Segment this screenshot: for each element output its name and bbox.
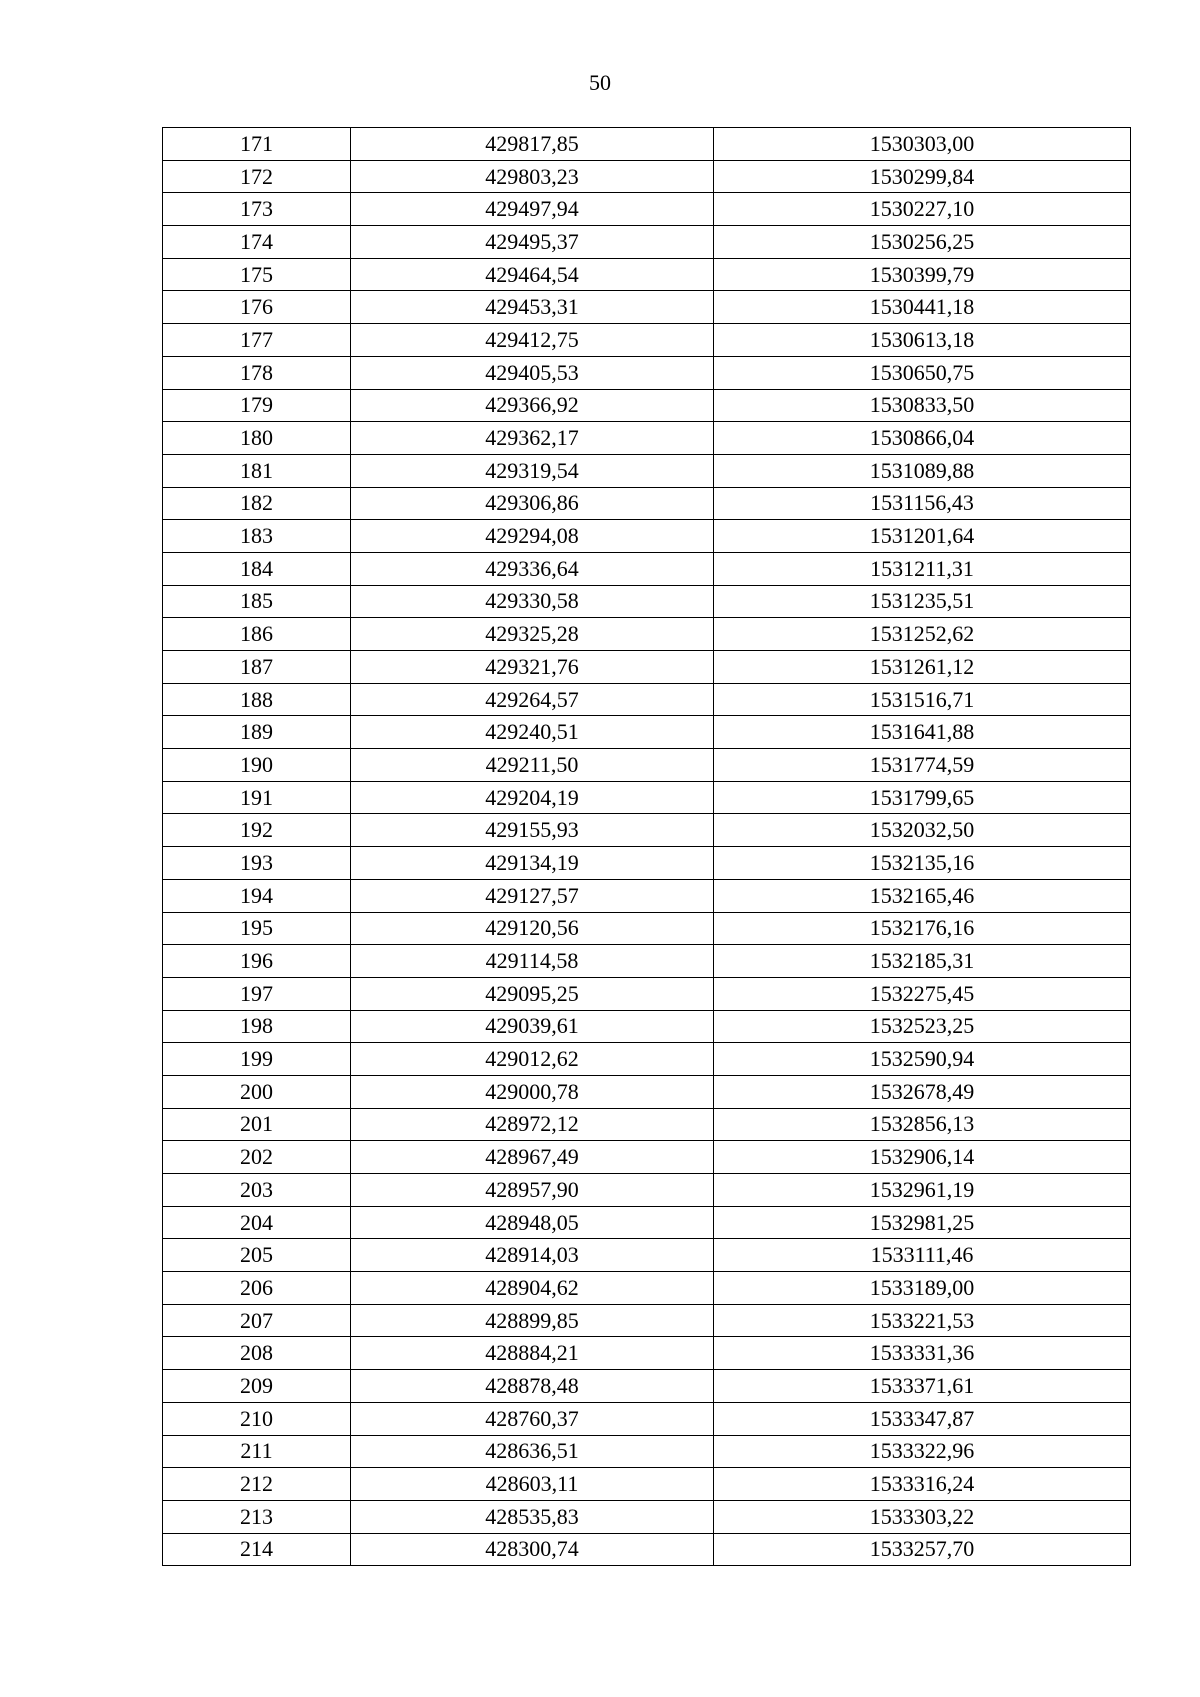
x-coordinate-cell: 429325,28 — [351, 618, 714, 651]
point-number-cell: 192 — [163, 814, 351, 847]
x-coordinate-cell: 429817,85 — [351, 128, 714, 161]
x-coordinate-cell: 429464,54 — [351, 258, 714, 291]
table-row — [163, 356, 1131, 389]
x-coordinate-cell: 429495,37 — [351, 226, 714, 259]
table-row — [163, 781, 1131, 814]
y-coordinate-cell: 1533322,96 — [714, 1435, 1131, 1468]
point-number-cell: 172 — [163, 160, 351, 193]
x-coordinate-cell: 429405,53 — [351, 356, 714, 389]
x-coordinate-cell: 429336,64 — [351, 552, 714, 585]
x-coordinate-cell: 429114,58 — [351, 945, 714, 978]
x-coordinate-cell: 429000,78 — [351, 1075, 714, 1108]
point-number-cell: 199 — [163, 1043, 351, 1076]
y-coordinate-cell: 1530441,18 — [714, 291, 1131, 324]
point-number-cell: 186 — [163, 618, 351, 651]
table-row — [163, 1075, 1131, 1108]
x-coordinate-cell: 428535,83 — [351, 1500, 714, 1533]
y-coordinate-cell: 1532176,16 — [714, 912, 1131, 945]
x-coordinate-cell: 429330,58 — [351, 585, 714, 618]
table-row — [163, 814, 1131, 847]
point-number-cell: 203 — [163, 1174, 351, 1207]
y-coordinate-cell: 1531252,62 — [714, 618, 1131, 651]
x-coordinate-cell: 428948,05 — [351, 1206, 714, 1239]
coordinates-table — [162, 127, 1131, 1566]
point-number-cell: 210 — [163, 1402, 351, 1435]
point-number-cell: 190 — [163, 749, 351, 782]
x-coordinate-cell: 429497,94 — [351, 193, 714, 226]
table-row — [163, 1108, 1131, 1141]
y-coordinate-cell: 1530833,50 — [714, 389, 1131, 422]
y-coordinate-cell: 1531516,71 — [714, 683, 1131, 716]
table-row — [163, 1402, 1131, 1435]
y-coordinate-cell: 1531089,88 — [714, 454, 1131, 487]
y-coordinate-cell: 1531156,43 — [714, 487, 1131, 520]
x-coordinate-cell: 429264,57 — [351, 683, 714, 716]
y-coordinate-cell: 1530650,75 — [714, 356, 1131, 389]
y-coordinate-cell: 1532981,25 — [714, 1206, 1131, 1239]
x-coordinate-cell: 429039,61 — [351, 1010, 714, 1043]
point-number-cell: 181 — [163, 454, 351, 487]
y-coordinate-cell: 1531235,51 — [714, 585, 1131, 618]
y-coordinate-cell: 1530227,10 — [714, 193, 1131, 226]
x-coordinate-cell: 429127,57 — [351, 879, 714, 912]
y-coordinate-cell: 1530866,04 — [714, 422, 1131, 455]
table-row — [163, 291, 1131, 324]
point-number-cell: 211 — [163, 1435, 351, 1468]
table-row — [163, 847, 1131, 880]
table-row — [163, 716, 1131, 749]
x-coordinate-cell: 429306,86 — [351, 487, 714, 520]
point-number-cell: 213 — [163, 1500, 351, 1533]
table-row — [163, 977, 1131, 1010]
table-row — [163, 324, 1131, 357]
point-number-cell: 214 — [163, 1533, 351, 1566]
x-coordinate-cell: 428972,12 — [351, 1108, 714, 1141]
point-number-cell: 179 — [163, 389, 351, 422]
point-number-cell: 201 — [163, 1108, 351, 1141]
point-number-cell: 195 — [163, 912, 351, 945]
point-number-cell: 204 — [163, 1206, 351, 1239]
x-coordinate-cell: 429211,50 — [351, 749, 714, 782]
x-coordinate-cell: 428300,74 — [351, 1533, 714, 1566]
point-number-cell: 207 — [163, 1304, 351, 1337]
x-coordinate-cell: 429095,25 — [351, 977, 714, 1010]
table-row — [163, 945, 1131, 978]
y-coordinate-cell: 1531201,64 — [714, 520, 1131, 553]
point-number-cell: 205 — [163, 1239, 351, 1272]
point-number-cell: 212 — [163, 1468, 351, 1501]
x-coordinate-cell: 428878,48 — [351, 1370, 714, 1403]
point-number-cell: 197 — [163, 977, 351, 1010]
y-coordinate-cell: 1533331,36 — [714, 1337, 1131, 1370]
x-coordinate-cell: 429012,62 — [351, 1043, 714, 1076]
y-coordinate-cell: 1530613,18 — [714, 324, 1131, 357]
point-number-cell: 171 — [163, 128, 351, 161]
table-row — [163, 1174, 1131, 1207]
y-coordinate-cell: 1533189,00 — [714, 1272, 1131, 1305]
x-coordinate-cell: 429803,23 — [351, 160, 714, 193]
point-number-cell: 182 — [163, 487, 351, 520]
table-row — [163, 487, 1131, 520]
point-number-cell: 189 — [163, 716, 351, 749]
point-number-cell: 174 — [163, 226, 351, 259]
y-coordinate-cell: 1531211,31 — [714, 552, 1131, 585]
x-coordinate-cell: 428760,37 — [351, 1402, 714, 1435]
x-coordinate-cell: 429321,76 — [351, 651, 714, 684]
point-number-cell: 176 — [163, 291, 351, 324]
table-row — [163, 1468, 1131, 1501]
y-coordinate-cell: 1533303,22 — [714, 1500, 1131, 1533]
x-coordinate-cell: 429294,08 — [351, 520, 714, 553]
table-row — [163, 258, 1131, 291]
table-row — [163, 749, 1131, 782]
point-number-cell: 209 — [163, 1370, 351, 1403]
table-row — [163, 520, 1131, 553]
y-coordinate-cell: 1532906,14 — [714, 1141, 1131, 1174]
y-coordinate-cell: 1531774,59 — [714, 749, 1131, 782]
point-number-cell: 196 — [163, 945, 351, 978]
point-number-cell: 208 — [163, 1337, 351, 1370]
table-row — [163, 1304, 1131, 1337]
point-number-cell: 187 — [163, 651, 351, 684]
table-row — [163, 585, 1131, 618]
x-coordinate-cell: 429204,19 — [351, 781, 714, 814]
point-number-cell: 173 — [163, 193, 351, 226]
table-row — [163, 879, 1131, 912]
point-number-cell: 202 — [163, 1141, 351, 1174]
y-coordinate-cell: 1533347,87 — [714, 1402, 1131, 1435]
point-number-cell: 198 — [163, 1010, 351, 1043]
x-coordinate-cell: 428636,51 — [351, 1435, 714, 1468]
table-row — [163, 1370, 1131, 1403]
x-coordinate-cell: 429319,54 — [351, 454, 714, 487]
y-coordinate-cell: 1532135,16 — [714, 847, 1131, 880]
point-number-cell: 188 — [163, 683, 351, 716]
point-number-cell: 183 — [163, 520, 351, 553]
y-coordinate-cell: 1532678,49 — [714, 1075, 1131, 1108]
table-row — [163, 1141, 1131, 1174]
y-coordinate-cell: 1531641,88 — [714, 716, 1131, 749]
x-coordinate-cell: 428899,85 — [351, 1304, 714, 1337]
point-number-cell: 193 — [163, 847, 351, 880]
x-coordinate-cell: 428967,49 — [351, 1141, 714, 1174]
table-row — [163, 422, 1131, 455]
table-row — [163, 1435, 1131, 1468]
table-row — [163, 912, 1131, 945]
table-row — [163, 193, 1131, 226]
y-coordinate-cell: 1531261,12 — [714, 651, 1131, 684]
table-row — [163, 1500, 1131, 1533]
table-row — [163, 1043, 1131, 1076]
point-number-cell: 180 — [163, 422, 351, 455]
y-coordinate-cell: 1531799,65 — [714, 781, 1131, 814]
x-coordinate-cell: 428957,90 — [351, 1174, 714, 1207]
y-coordinate-cell: 1532275,45 — [714, 977, 1131, 1010]
x-coordinate-cell: 429453,31 — [351, 291, 714, 324]
point-number-cell: 191 — [163, 781, 351, 814]
table-row — [163, 1239, 1131, 1272]
y-coordinate-cell: 1532523,25 — [714, 1010, 1131, 1043]
y-coordinate-cell: 1532856,13 — [714, 1108, 1131, 1141]
point-number-cell: 184 — [163, 552, 351, 585]
x-coordinate-cell: 428914,03 — [351, 1239, 714, 1272]
coordinates-table-body — [163, 128, 1131, 1566]
y-coordinate-cell: 1530256,25 — [714, 226, 1131, 259]
y-coordinate-cell: 1533257,70 — [714, 1533, 1131, 1566]
table-row — [163, 226, 1131, 259]
x-coordinate-cell: 428603,11 — [351, 1468, 714, 1501]
table-row — [163, 683, 1131, 716]
table-row — [163, 1337, 1131, 1370]
x-coordinate-cell: 429412,75 — [351, 324, 714, 357]
y-coordinate-cell: 1532590,94 — [714, 1043, 1131, 1076]
y-coordinate-cell: 1532165,46 — [714, 879, 1131, 912]
table-row — [163, 618, 1131, 651]
table-row — [163, 1010, 1131, 1043]
table-row — [163, 552, 1131, 585]
point-number-cell: 175 — [163, 258, 351, 291]
x-coordinate-cell: 428904,62 — [351, 1272, 714, 1305]
x-coordinate-cell: 429240,51 — [351, 716, 714, 749]
x-coordinate-cell: 429155,93 — [351, 814, 714, 847]
x-coordinate-cell: 429362,17 — [351, 422, 714, 455]
table-row — [163, 454, 1131, 487]
table-row — [163, 1272, 1131, 1305]
y-coordinate-cell: 1530299,84 — [714, 160, 1131, 193]
y-coordinate-cell: 1533371,61 — [714, 1370, 1131, 1403]
y-coordinate-cell: 1533221,53 — [714, 1304, 1131, 1337]
y-coordinate-cell: 1530303,00 — [714, 128, 1131, 161]
table-row — [163, 1206, 1131, 1239]
y-coordinate-cell: 1533111,46 — [714, 1239, 1131, 1272]
x-coordinate-cell: 429366,92 — [351, 389, 714, 422]
point-number-cell: 200 — [163, 1075, 351, 1108]
y-coordinate-cell: 1532961,19 — [714, 1174, 1131, 1207]
y-coordinate-cell: 1530399,79 — [714, 258, 1131, 291]
x-coordinate-cell: 428884,21 — [351, 1337, 714, 1370]
point-number-cell: 185 — [163, 585, 351, 618]
point-number-cell: 206 — [163, 1272, 351, 1305]
point-number-cell: 194 — [163, 879, 351, 912]
point-number-cell: 178 — [163, 356, 351, 389]
table-row — [163, 1533, 1131, 1566]
table-row — [163, 160, 1131, 193]
point-number-cell: 177 — [163, 324, 351, 357]
table-row — [163, 389, 1131, 422]
x-coordinate-cell: 429120,56 — [351, 912, 714, 945]
y-coordinate-cell: 1532185,31 — [714, 945, 1131, 978]
y-coordinate-cell: 1532032,50 — [714, 814, 1131, 847]
x-coordinate-cell: 429134,19 — [351, 847, 714, 880]
y-coordinate-cell: 1533316,24 — [714, 1468, 1131, 1501]
table-row — [163, 128, 1131, 161]
page-number: 50 — [589, 70, 611, 95]
table-row — [163, 651, 1131, 684]
